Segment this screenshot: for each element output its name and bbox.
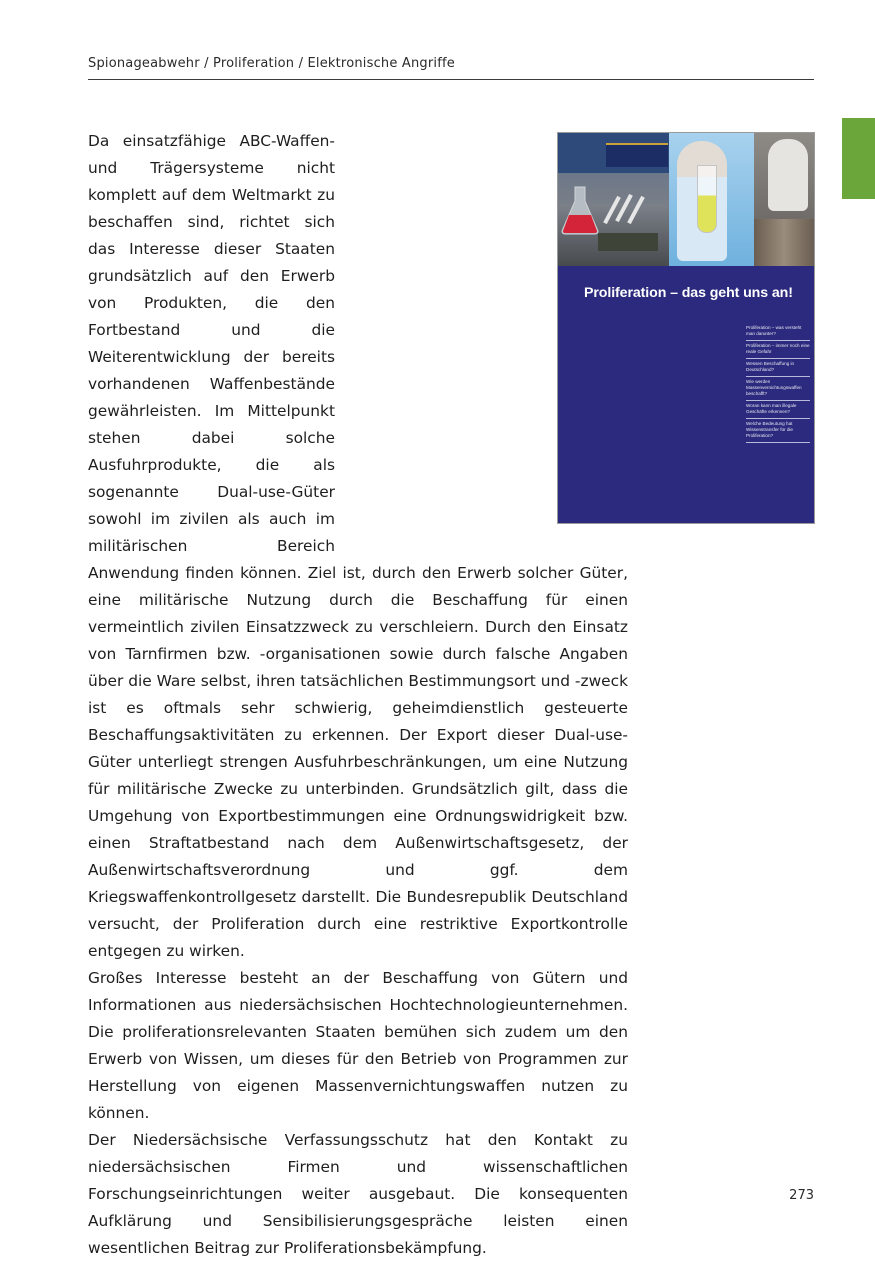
header-rule (88, 79, 814, 80)
hazmat-suit-photo (754, 133, 814, 266)
paragraph-3: Der Niedersächsische Verfassungsschutz hat den Kontakt zu niedersächsischen Firmen und wissenschaftlichen Forschungseinrichtungen weiter ausgebaut. Die konsequenten Aufklärung und Sensibilisierungsgespräche leisten einen wesentlichen Beitrag zur Proliferationsbekämpfung. (88, 1131, 628, 1257)
flask-icon (560, 185, 600, 235)
cover-title: Proliferation – das geht uns an! (584, 285, 793, 301)
chapter-tab-marker (842, 118, 875, 199)
paragraph-2: Großes Interesse besteht an der Beschaffung von Gütern und Informationen aus niedersächsischen Hochtechnologieunternehmen. Die proliferationsrelevanten Staaten bemühen sich zudem um den Erwerb von Wissen, um dieses für den Betrieb von Programmen zur Herstellung von eigenen Massenvernichtungswaffen nutzen zu können. (88, 969, 628, 1122)
cover-topic-item: Proliferation – was versteht man darunter? (746, 323, 810, 341)
cover-topic-item: Wie werden Massenvernichtungswaffen beschafft? (746, 377, 810, 401)
cover-topic-list (746, 323, 810, 443)
brochure-cover-image (557, 132, 815, 524)
lab-scientist-photo (669, 133, 754, 266)
page-number: 273 (789, 1188, 814, 1203)
cover-topic-item: Welche Bedeutung hat Wissenstransfer für die Proliferation? (746, 419, 810, 443)
cover-topic-item: Proliferation – immer noch eine reale Gefahr (746, 341, 810, 359)
cover-photo-strip (558, 133, 814, 266)
cover-topic-item: Woran kann man illegale Geschäfte erkennen? (746, 401, 810, 419)
body-text (88, 128, 628, 1262)
paragraph-1: Da einsatzfähige ABC-Waffen- und Trägersysteme nicht komplett auf dem Weltmarkt zu beschaffen sind, richtet sich das Interesse dieser Staaten grundsätzlich auf den Erwerb von Produkten, die den Fortbestand und die Weiterentwicklung der bereits vorhandenen Waffenbestände gewährleisten. Im Mittelpunkt stehen dabei solche Ausfuhrprodukte, die als sogenannte Dual-use-Güter sowohl im zivilen als auch im militärischen Bereich Anwendung finden können. Ziel ist, durch den Erwerb solcher Güter, eine militärische Nutzung durch die Beschaffung für einen vermeintlich zivilen Einsatzzweck zu verschleiern. Durch den Einsatz von Tarnfirmen bzw. -organisationen sowie durch falsche Angaben über die Ware selbst, ihren tatsächlichen Bestimmungsort und -zweck ist es oftmals sehr schwierig, geheimdienstlich gesteuerte Beschaffungsaktivitäten zu erkennen. Der Export dieser Dual-use-Güter unterliegt strengen Ausfuhrbeschränkungen, um eine Nutzung für militärische Zwecke zu unterbinden. Grundsätzlich gilt, dass die Umgehung von Exportbestimmungen eine Ordnungswidrigkeit bzw. einen Straftatbestand nach dem Außenwirtschaftsgesetz, der Außenwirtschaftsverordnung und ggf. dem Kriegswaffenkontrollgesetz darstellt. Die Bundesrepublik Deutschland versucht, der Proliferation durch eine restriktive Exportkontrolle entgegen zu wirken. (88, 132, 628, 960)
cover-topic-item: Wessen Beschaffung in Deutschland? (746, 359, 810, 377)
running-header: Spionageabwehr / Proliferation / Elektronische Angriffe (88, 56, 455, 71)
